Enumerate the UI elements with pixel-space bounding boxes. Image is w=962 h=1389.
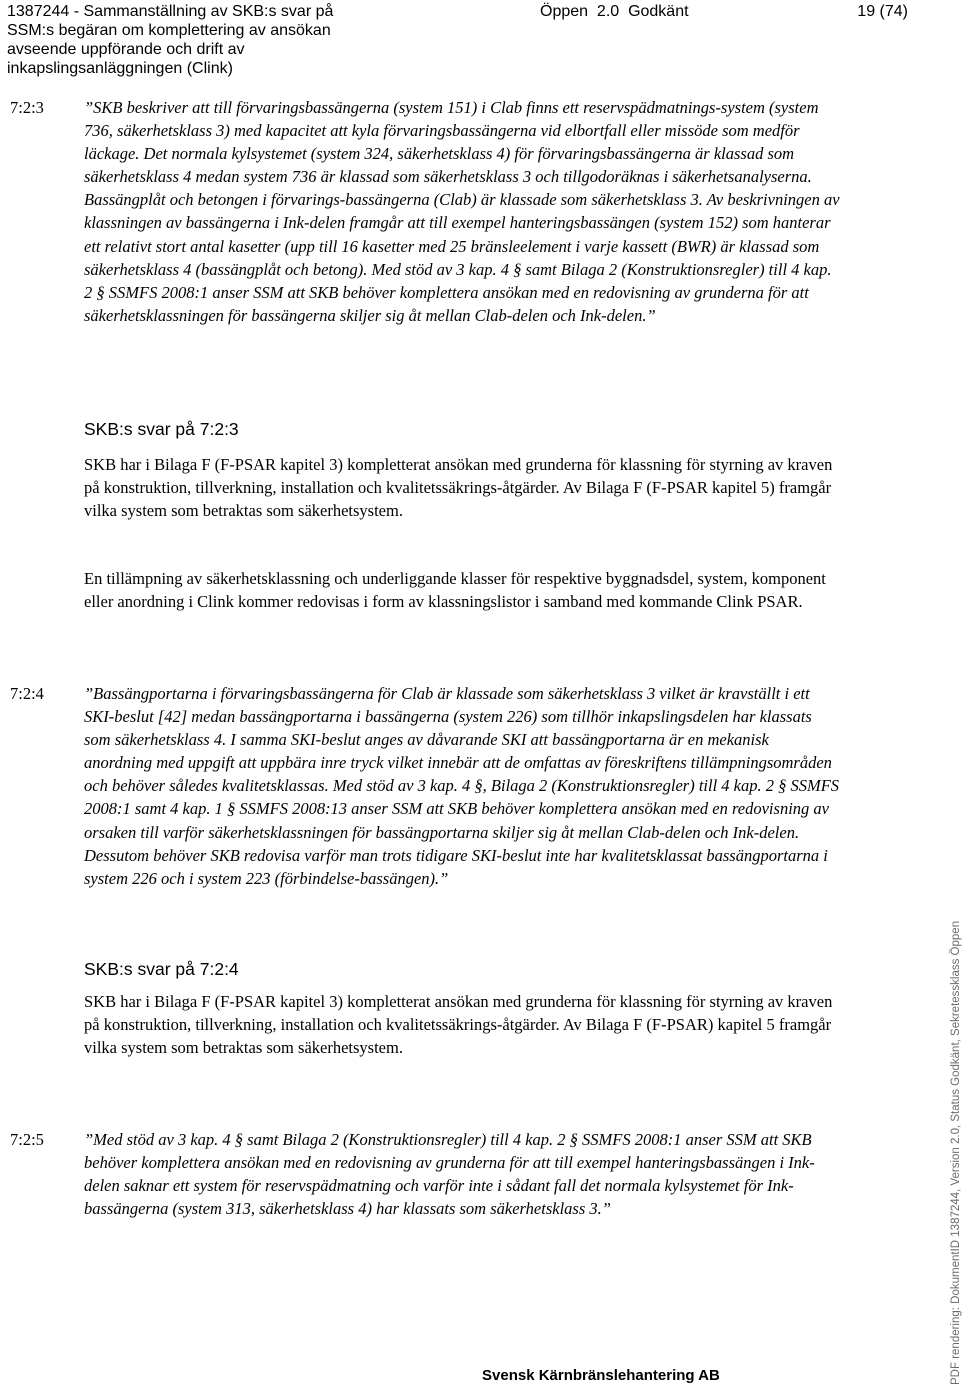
title-line: inkapslingsanläggningen (Clink) — [7, 60, 233, 77]
title-line: SSM:s begäran om komplettering av ansökan — [7, 22, 331, 39]
item-text: ”Bassängportarna i förvaringsbassängerna för Clab är klassade som säkerhetsklass 3 vilket är kravställt i ett SKI-beslut [42] medan bassängportarna i bassängerna (system 226) som tillhör inkapslingsdelen har klassats som säkerhetsklass 4. I samma SKI-beslut anges av dåvarande SKI att bassängportarna är en mekanisk anordning med uppgift att uppbära inre tryck vilket innebär att de omfattas av föreskriftens tillämpningsområden och behöver således kvalitetsklassas. Med stöd av 3 kap. 4 §, Bilaga 2 (Konstruktionsregler) till 4 kap. 2 § SSMFS 2008:1 samt 4 kap. 1 § SSMFS 2008:13 anser SSM att SKB behöver komplettera ansökan med en redovisning av orsaken till varför säkerhetsklassningen för bassängportarna skiljer sig åt mellan Clab-delen och Ink-delen. Dessutom behöver SKB redovisa varför man trots tidigare SKI-beslut inte har kvalitetsklassat bassängportarna i system 226 och i system 223 (förbindelse-bassängen).” — [84, 684, 840, 888]
item-number: 7:2:5 — [10, 1130, 44, 1149]
document-title — [7, 2, 527, 78]
title-line: 1387244 - Sammanställning av SKB:s svar på — [7, 3, 334, 20]
pdf-rendering-note: PDF rendering: DokumentID 1387244, Version 2.0, Status Godkänt, Sekretessklass Öppen — [950, 920, 962, 1385]
answer-paragraph: En tillämpning av säkerhetsklassning och underliggande klasser för respektive byggnadsdel, system, komponent eller anordning i Clink kommer redovisas i form av klassningslistor i samband med kommande Clink PSAR. — [84, 569, 826, 611]
document-status: Öppen 2.0 Godkänt — [540, 3, 689, 20]
request-item-7-2-3 — [10, 96, 840, 327]
answer-paragraph: SKB har i Bilaga F (F-PSAR kapitel 3) kompletterat ansökan med grunderna för klassning för styrning av kraven på konstruktion, tillverkning, installation och kvalitetssäkrings-åtgärder. Av Bilaga F (F-PSAR kapitel 5) framgår vilka system som betraktas som säkerhetsystem. — [84, 455, 833, 520]
title-line: avseende uppförande och drift av — [7, 41, 245, 58]
item-text: ”SKB beskriver att till förvaringsbassängerna (system 151) i Clab finns ett reservspädmatnings-system (system 736, säkerhetsklass 3) med kapacitet att kyla förvaringsbassängerna vid elbortfall eller missöde som medför läckage. Det normala kylsystemet (system 324, säkerhetsklass 4) för förvaringsbassängerna är klassad som säkerhetsklass 4 medan system 736 är klassad som säkerhetsklass 3 och tillgodoräknas i säkerhetsanalyserna. Bassängplåt och betongen i förvarings-bassängerna (Clab) är klassade som säkerhetsklass 3. Av beskrivningen av klassningen av bassängerna i Ink-delen framgår att till exempel hanteringsbassängen (system 152) som hanterar ett relativt stort antal kasetter (upp till 16 kasetter med 25 bränsleelement i varje kassett (BWR) är klassad som säkerhetsklass 4 (bassängplåt och betong). Med stöd av 3 kap. 4 § samt Bilaga 2 (Konstruktionsregler) till 4 kap. 2 § SSMFS 2008:1 anser SSM att SKB behöver komplettera ansökan med en redovisning av grunderna för att säkerhetsklassningen för bassängerna skiljer sig åt mellan Clab-delen och Ink-delen.” — [84, 98, 840, 325]
answer-paragraph: SKB har i Bilaga F (F-PSAR kapitel 3) kompletterat ansökan med grunderna för klassning för styrning av kraven på konstruktion, tillverkning, installation och kvalitetssäkrings-åtgärder. Av Bilaga F (F-PSAR) kapitel 5 framgår vilka system som betraktas som säkerhetsystem. — [84, 992, 833, 1057]
page-number: 19 (74) — [857, 3, 908, 20]
answer-heading-7-2-4: SKB:s svar på 7:2:4 — [84, 959, 239, 979]
request-item-7-2-4 — [10, 682, 840, 890]
request-item-7-2-5 — [10, 1128, 840, 1220]
item-text: ”Med stöd av 3 kap. 4 § samt Bilaga 2 (Konstruktionsregler) till 4 kap. 2 § SSMFS 2008:1 anser SSM att SKB behöver komplettera ansökan med en redovisning av grunderna för att till exempel hanteringsbassängen i Ink-delen saknar ett system för reservspädmatning och varför inte i sådant fall det normala kylsystemet för Ink-bassängerna (system 313, säkerhetsklass 4) har klassats som säkerhetsklass 3.” — [84, 1130, 815, 1219]
item-number: 7:2:3 — [10, 98, 44, 117]
item-number: 7:2:4 — [10, 684, 44, 703]
footer-organization: Svensk Kärnbränslehantering AB — [482, 1367, 720, 1384]
answer-heading-7-2-3: SKB:s svar på 7:2:3 — [84, 419, 239, 439]
